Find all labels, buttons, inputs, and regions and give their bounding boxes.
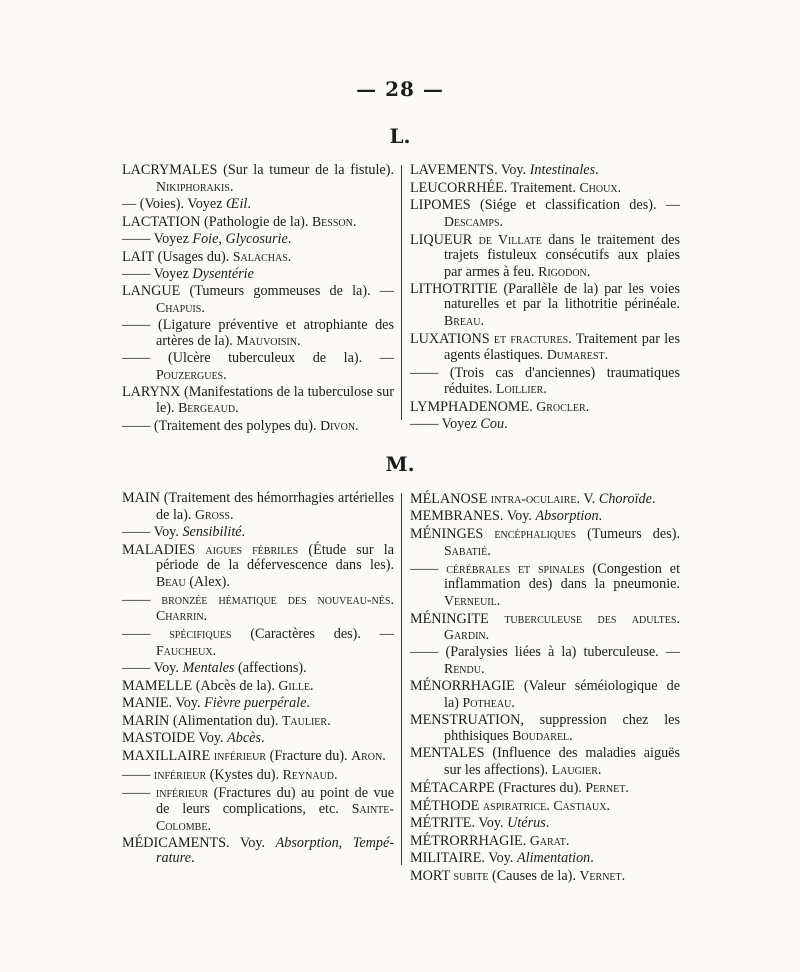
entry-small-caps-text: Bergeaud <box>178 400 236 416</box>
entry-text: . <box>585 399 590 416</box>
entry-text: . <box>625 779 629 796</box>
entry-text: . <box>595 162 599 178</box>
entry-small-caps-text: Faucheux <box>156 642 213 658</box>
entry-small-caps-text: de Villate <box>478 231 542 247</box>
entry-small-caps-text: Laugier <box>551 761 598 777</box>
index-entry <box>122 836 394 867</box>
index-entry <box>410 282 680 330</box>
entry-text: . <box>487 542 491 559</box>
entry-text: —— <box>410 560 447 577</box>
entry-text: . <box>310 678 314 695</box>
entry-text: . <box>598 508 603 525</box>
entry-text: MÉNORRHAGIE (Valeur séméiologique de la) <box>410 678 680 711</box>
entry-text: —— Voyez <box>122 230 193 247</box>
entry-text: . V. <box>576 491 599 507</box>
index-entry <box>122 284 394 316</box>
entry-italic-text: Absorption <box>275 834 339 851</box>
entry-text: — (Voies). Voyez <box>122 195 227 212</box>
entry-italic-text: Dysentérie <box>192 265 254 282</box>
entry-text: . <box>485 627 490 644</box>
entry-text: MÉNINGES <box>410 526 495 543</box>
entry-text: . <box>590 850 594 867</box>
index-entry <box>122 351 394 383</box>
index-entry <box>122 678 394 695</box>
entry-text: . <box>617 180 622 197</box>
entry-text: (Congestion et inflammation des) dans la pneumonie. <box>444 560 681 593</box>
entry-text: MANIE. Voy. <box>122 695 205 712</box>
entry-text: —— (Traitement des polypes du). <box>122 418 321 435</box>
entry-text: (Alex). <box>185 573 230 590</box>
index-entry <box>122 163 394 195</box>
entry-text: . <box>229 506 234 523</box>
entry-text: MASTOIDE Voy. <box>122 730 228 747</box>
entry-text: MÉTRORRHAGIE. <box>410 833 530 850</box>
entry-text: . <box>201 299 205 316</box>
entry-text: (Kystes du). <box>206 766 283 783</box>
entry-small-caps-text: Pernet <box>585 779 626 795</box>
entry-small-caps-text: Descamps <box>444 213 500 229</box>
entry-small-caps-text: inférieur <box>153 766 207 782</box>
index-entry <box>122 249 394 266</box>
entry-small-caps-text: aspiratrice <box>482 797 547 813</box>
entry-text: LIPOMES (Siége et classification des). — <box>410 197 680 214</box>
entry-small-caps-text: tuberculeuse des adultes <box>504 610 677 626</box>
entry-text: . <box>352 213 357 230</box>
index-entry <box>122 491 394 523</box>
entry-small-caps-text: inférieur <box>213 748 267 764</box>
column-divider <box>401 493 402 865</box>
page-number: — 28 — <box>356 77 444 101</box>
entry-text: . <box>597 761 602 778</box>
index-entry <box>410 180 680 197</box>
entry-text: (Causes de la). <box>488 868 580 885</box>
entry-text: . <box>229 178 234 195</box>
entry-text: . <box>296 333 301 350</box>
entry-small-caps-text: subite <box>453 868 489 884</box>
entry-text: LARYNX (Manifestations de la tuberculose sur le). <box>122 383 394 417</box>
index-entry <box>122 214 394 231</box>
entry-small-caps-text: Mauvoisin <box>236 333 297 349</box>
entry-text: MÉDICAMENTS. Voy. <box>122 834 276 851</box>
entry-text: . <box>569 728 573 745</box>
index-entry <box>410 331 680 364</box>
section-m-left-column <box>122 491 394 868</box>
index-entry <box>410 417 680 433</box>
index-entry <box>410 232 680 281</box>
entry-small-caps-text: Vernet <box>579 868 622 884</box>
entry-italic-text: Fièvre puerpérale <box>204 695 307 712</box>
entry-italic-text: Utérus <box>507 815 546 832</box>
entry-small-caps-text: Potheau <box>462 694 512 710</box>
index-entry <box>410 851 680 867</box>
entry-small-caps-text: Gille <box>278 678 311 694</box>
entry-text: (Caractères des). — <box>231 626 394 643</box>
index-entry <box>410 509 680 525</box>
index-entry <box>122 267 394 283</box>
entry-small-caps-text: Verneuil <box>444 592 497 608</box>
index-entry <box>122 713 394 730</box>
section-l-right-column <box>410 163 680 434</box>
index-entry <box>410 198 680 230</box>
entry-text: . <box>223 366 227 383</box>
entry-small-caps-text: Garat <box>529 833 566 849</box>
entry-small-caps-text: Pouzergues <box>156 366 224 382</box>
entry-text: . <box>327 713 331 730</box>
entry-text: MEMBRANES. Voy. <box>410 508 536 525</box>
entry-small-caps-text: Divon <box>320 418 356 434</box>
entry-text: . <box>651 491 656 507</box>
entry-small-caps-text: Rendu <box>444 660 481 676</box>
index-entry <box>410 746 680 778</box>
section-l-left-column <box>122 163 394 437</box>
entry-small-caps-text: Taulier <box>281 713 328 729</box>
entry-small-caps-text: inférieur <box>155 784 209 800</box>
entry-text: . <box>604 347 609 364</box>
entry-text: MÉNINGITE <box>410 610 505 627</box>
entry-text: (affections). <box>234 659 307 676</box>
index-entry <box>122 748 394 765</box>
entry-text: MAXILLAIRE <box>122 748 214 765</box>
entry-text: LYMPHADENOME. <box>410 399 537 416</box>
entry-text: . <box>586 263 591 280</box>
entry-text: —— (Ligature préventive et atrophiante des artères de la). <box>122 316 394 350</box>
entry-small-caps-text: Chapuis <box>156 299 202 315</box>
index-entry <box>410 526 680 559</box>
entry-text: . <box>480 312 484 329</box>
entry-small-caps-text: Dumarest <box>546 347 605 363</box>
entry-text: . <box>676 610 680 627</box>
entry-text: . <box>499 213 504 230</box>
entry-small-caps-text: Grocler <box>536 399 586 415</box>
entry-small-caps-text: Salachas <box>232 248 288 264</box>
entry-text: . <box>190 850 195 867</box>
entry-small-caps-text: Beau <box>156 573 186 589</box>
entry-text: (Tumeurs des). <box>576 526 680 543</box>
entry-text: —— <box>122 784 156 801</box>
entry-text: . <box>543 381 547 398</box>
entry-text: . <box>306 695 310 712</box>
entry-italic-text: Absorption <box>535 508 599 525</box>
entry-italic-text: Intestinales <box>529 162 596 178</box>
index-entry <box>410 713 680 745</box>
section-letter-l: L. <box>389 124 411 148</box>
entry-text: . <box>355 418 359 435</box>
entry-text: MALADIES <box>122 541 206 558</box>
entry-small-caps-text: bronzée hématique des nouveau-nés <box>161 591 391 607</box>
entry-small-caps-text: encéphaliques <box>494 526 577 542</box>
entry-text: MÉTHODE <box>410 797 483 814</box>
entry-text: MÉTACARPE (Fractures du). <box>410 779 586 796</box>
entry-text: —— <box>122 626 170 643</box>
entry-text: LAVEMENTS. Voy. <box>410 162 530 178</box>
entry-text: . <box>606 797 610 814</box>
entry-text: . <box>496 592 501 609</box>
entry-text: LACRYMALES (Sur la tumeur de la fistule). <box>122 162 394 178</box>
entry-italic-text: Abcès <box>227 730 261 747</box>
index-entry <box>410 399 680 416</box>
index-entry <box>410 833 680 850</box>
entry-text: . <box>390 591 394 608</box>
entry-small-caps-text: Choux <box>579 180 618 196</box>
index-entry <box>410 679 680 711</box>
index-entry <box>410 868 680 885</box>
entry-text: MORT <box>410 868 454 885</box>
entry-italic-text: Mentales <box>182 659 235 676</box>
section-m-right-column <box>410 491 680 886</box>
section-letter-m: M. <box>385 452 415 476</box>
entry-small-caps-text: Rigodon <box>538 263 587 279</box>
entry-text: —— (Trois cas d'anciennes) traumatiques réduites. <box>410 364 680 398</box>
index-entry <box>122 385 394 417</box>
entry-text: (Fracture du). <box>266 748 352 765</box>
entry-text: . <box>287 230 292 247</box>
entry-small-caps-text: Charrin <box>156 608 204 624</box>
index-entry <box>410 163 680 179</box>
entry-text: —— Voyez <box>122 265 193 282</box>
index-entry <box>122 542 394 591</box>
index-entry <box>410 816 680 832</box>
entry-small-caps-text: Gardin <box>444 627 486 643</box>
entry-small-caps-text: Breau <box>444 312 481 328</box>
index-entry <box>410 780 680 797</box>
entry-small-caps-text: Sabatié <box>444 542 488 558</box>
entry-italic-text: Foie, Glycosurie <box>192 230 288 247</box>
entry-text: . <box>247 195 251 212</box>
entry-text: LEUCORRHÉE. Traitement. <box>410 180 580 197</box>
index-entry <box>410 798 680 815</box>
entry-text: . Traitement par les agents élastiques. <box>444 330 680 364</box>
entry-text: . <box>565 833 570 850</box>
entry-text: LANGUE (Tumeurs gommeuses de la). — <box>122 283 394 300</box>
entry-small-caps-text: aigues fébriles <box>205 541 299 557</box>
entry-text: —— Voy. <box>122 523 183 540</box>
entry-italic-text: Œil <box>226 195 248 212</box>
entry-text: MÉTRITE. Voy. <box>410 815 508 832</box>
entry-small-caps-text: Nikiphorakis <box>156 178 230 194</box>
entry-text: . <box>203 608 208 625</box>
entry-italic-text: Alimentation <box>516 850 591 867</box>
entry-text: . <box>621 868 626 885</box>
entry-text: . <box>207 817 211 834</box>
entry-text: . <box>287 248 292 265</box>
entry-text: MENSTRUATION, suppression chez les phthisiques <box>410 711 680 745</box>
column-divider <box>401 165 402 420</box>
entry-text: . <box>546 797 554 814</box>
entry-italic-text: Température <box>156 834 395 867</box>
index-entry <box>410 491 680 508</box>
entry-text: —— (Ulcère tuberculeux de la). — <box>122 350 394 367</box>
entry-text: —— <box>122 591 162 608</box>
entry-text: LITHOTRITIE (Parallèle de la) par les voies naturelles et par la lithotritie périnéale. <box>410 280 680 313</box>
entry-text: . <box>241 523 246 540</box>
entry-text: . <box>235 400 239 417</box>
entry-text: MAIN (Traitement des hémorrhagies artérielles de la). <box>122 490 394 523</box>
entry-italic-text: Sensibilité <box>182 523 242 540</box>
index-entry <box>122 767 394 784</box>
index-entry <box>122 197 394 213</box>
index-entry <box>410 561 680 610</box>
entry-text: —— (Paralysies liées à la) tuberculeuse. — <box>410 644 680 661</box>
entry-text: MILITAIRE. Voy. <box>410 850 517 867</box>
entry-text: . <box>511 694 515 711</box>
index-entry <box>410 611 680 644</box>
entry-text: (Étude sur la période de la défervescence dans les). <box>156 541 394 574</box>
entry-small-caps-text: cérébrales et spinales <box>446 560 585 576</box>
entry-small-caps-text: Loillier <box>496 381 544 397</box>
index-entry <box>122 785 394 835</box>
entry-small-caps-text: et fractures <box>493 330 569 346</box>
entry-text: —— Voy. <box>122 659 183 676</box>
entry-text: . <box>261 730 265 747</box>
entry-text: . <box>334 766 338 783</box>
entry-small-caps-text: spécifiques <box>169 626 232 642</box>
entry-small-caps-text: Castiaux <box>553 797 607 813</box>
entry-text: . <box>480 660 485 677</box>
index-entry <box>122 232 394 248</box>
index-entry <box>122 318 394 350</box>
entry-text: . <box>504 416 508 433</box>
entry-text: MAMELLE (Abcès de la). <box>122 678 279 695</box>
entry-text: . <box>382 748 386 765</box>
entry-small-caps-text: Reynaud <box>282 766 335 782</box>
index-entry <box>122 696 394 712</box>
entry-text: LACTATION (Pathologie de la). <box>122 213 312 230</box>
entry-text: LUXATIONS <box>410 330 494 347</box>
index-entry <box>122 418 394 435</box>
index-entry <box>410 645 680 677</box>
entry-text: MARIN (Alimentation du). <box>122 713 282 730</box>
entry-text: (Fractures du) au point de vue de leurs complications, etc. <box>156 784 395 818</box>
entry-text: MENTALES (Influence des maladies aiguës sur les affections). <box>410 745 680 778</box>
entry-italic-text: Cou <box>480 416 505 433</box>
index-entry <box>122 626 394 659</box>
entry-italic-text: Choroïde <box>598 491 652 507</box>
index-entry <box>122 525 394 541</box>
entry-text: LAIT (Usages du). <box>122 248 233 265</box>
entry-text: dans le traitement des trajets fistuleux consécutifs aux plaies par armes à feu. <box>444 231 681 280</box>
entry-small-caps-text: Boudarel <box>512 728 570 744</box>
entry-text: LIQUEUR <box>410 231 479 248</box>
index-entry <box>122 592 394 625</box>
entry-text: . <box>545 815 550 832</box>
entry-text: . <box>212 642 217 659</box>
entry-small-caps-text: Besson <box>311 213 353 229</box>
index-entry <box>410 366 680 398</box>
entry-small-caps-text: Gross <box>195 506 230 522</box>
index-entry <box>122 661 394 677</box>
entry-text: , <box>338 834 353 851</box>
entry-text: —— Voyez <box>410 416 481 433</box>
entry-text: —— <box>122 766 154 783</box>
entry-small-caps-text: intra-oculaire <box>490 491 577 506</box>
entry-text: MÉLANOSE <box>410 491 491 507</box>
entry-small-caps-text: Sainte-Colombe <box>156 801 394 833</box>
entry-small-caps-text: Aron <box>351 748 383 764</box>
index-entry <box>122 731 394 747</box>
